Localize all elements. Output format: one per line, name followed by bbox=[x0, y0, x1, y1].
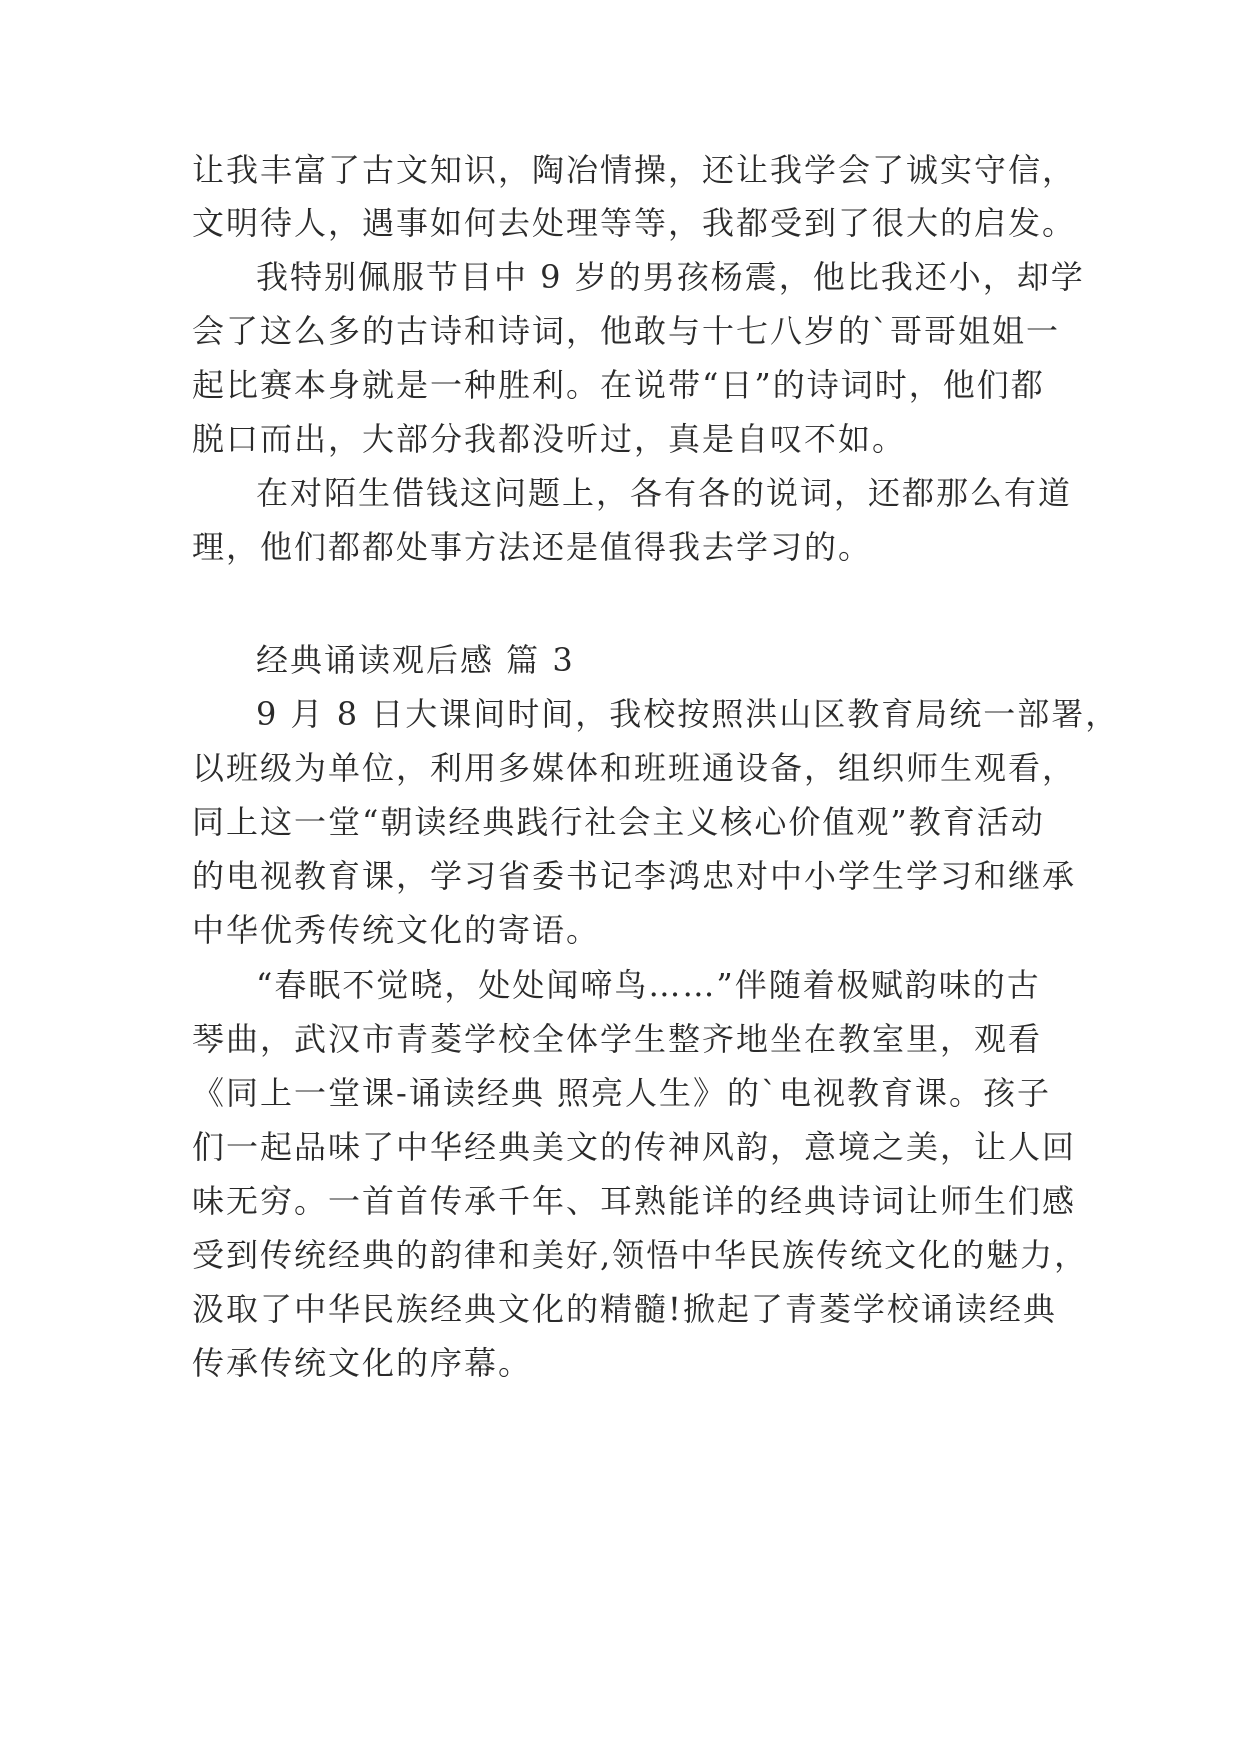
paragraph-line: 的电视教育课，学习省委书记李鸿忠对中小学生学习和继承 bbox=[192, 857, 1077, 895]
paragraph-line: 脱口而出，大部分我都没听过，真是自叹不如。 bbox=[192, 420, 907, 458]
section-heading: 经典诵读观后感 篇 3 bbox=[256, 641, 575, 679]
paragraph-line: 在对陌生借钱这问题上，各有各的说词，还都那么有道 bbox=[256, 474, 1073, 512]
paragraph-line: 9 月 8 日大课间时间，我校按照洪山区教育局统一部署， bbox=[256, 695, 1120, 733]
paragraph-line: 会了这么多的古诗和诗词，他敢与十七八岁的`哥哥姐姐一 bbox=[192, 312, 1061, 350]
paragraph-line: 文明待人，遇事如何去处理等等，我都受到了很大的启发。 bbox=[192, 204, 1077, 242]
paragraph-line: 受到传统经典的韵律和美好,领悟中华民族传统文化的魅力， bbox=[192, 1236, 1089, 1274]
paragraph-line: 中华优秀传统文化的寄语。 bbox=[192, 911, 601, 949]
paragraph-line: 同上这一堂“朝读经典践行社会主义核心价值观”教育活动 bbox=[192, 803, 1045, 841]
paragraph-line: 味无穷。一首首传承千年、耳熟能详的经典诗词让师生们感 bbox=[192, 1182, 1077, 1220]
paragraph-line: 汲取了中华民族经典文化的精髓!掀起了青菱学校诵读经典 bbox=[192, 1290, 1057, 1328]
paragraph-line: 我特别佩服节目中 9 岁的男孩杨震，他比我还小，却学 bbox=[256, 258, 1085, 296]
paragraph-line: “春眠不觉晓，处处闻啼鸟……”伴随着极赋韵味的古 bbox=[256, 966, 1041, 1004]
paragraph-line: 传承传统文化的序幕。 bbox=[192, 1344, 533, 1382]
paragraph-line: 以班级为单位，利用多媒体和班班通设备，组织师生观看， bbox=[192, 749, 1077, 787]
paragraph-line: 让我丰富了古文知识，陶冶情操，还让我学会了诚实守信， bbox=[192, 151, 1077, 189]
paragraph-line: 《同上一堂课-诵读经典 照亮人生》的`电视教育课。孩子 bbox=[192, 1074, 1051, 1112]
paragraph-line: 起比赛本身就是一种胜利。在说带“日”的诗词时，他们都 bbox=[192, 366, 1045, 404]
paragraph-line: 理，他们都都处事方法还是值得我去学习的。 bbox=[192, 528, 873, 566]
paragraph-line: 琴曲，武汉市青菱学校全体学生整齐地坐在教室里，观看 bbox=[192, 1020, 1043, 1058]
paragraph-line: 们一起品味了中华经典美文的传神风韵，意境之美，让人回 bbox=[192, 1128, 1077, 1166]
